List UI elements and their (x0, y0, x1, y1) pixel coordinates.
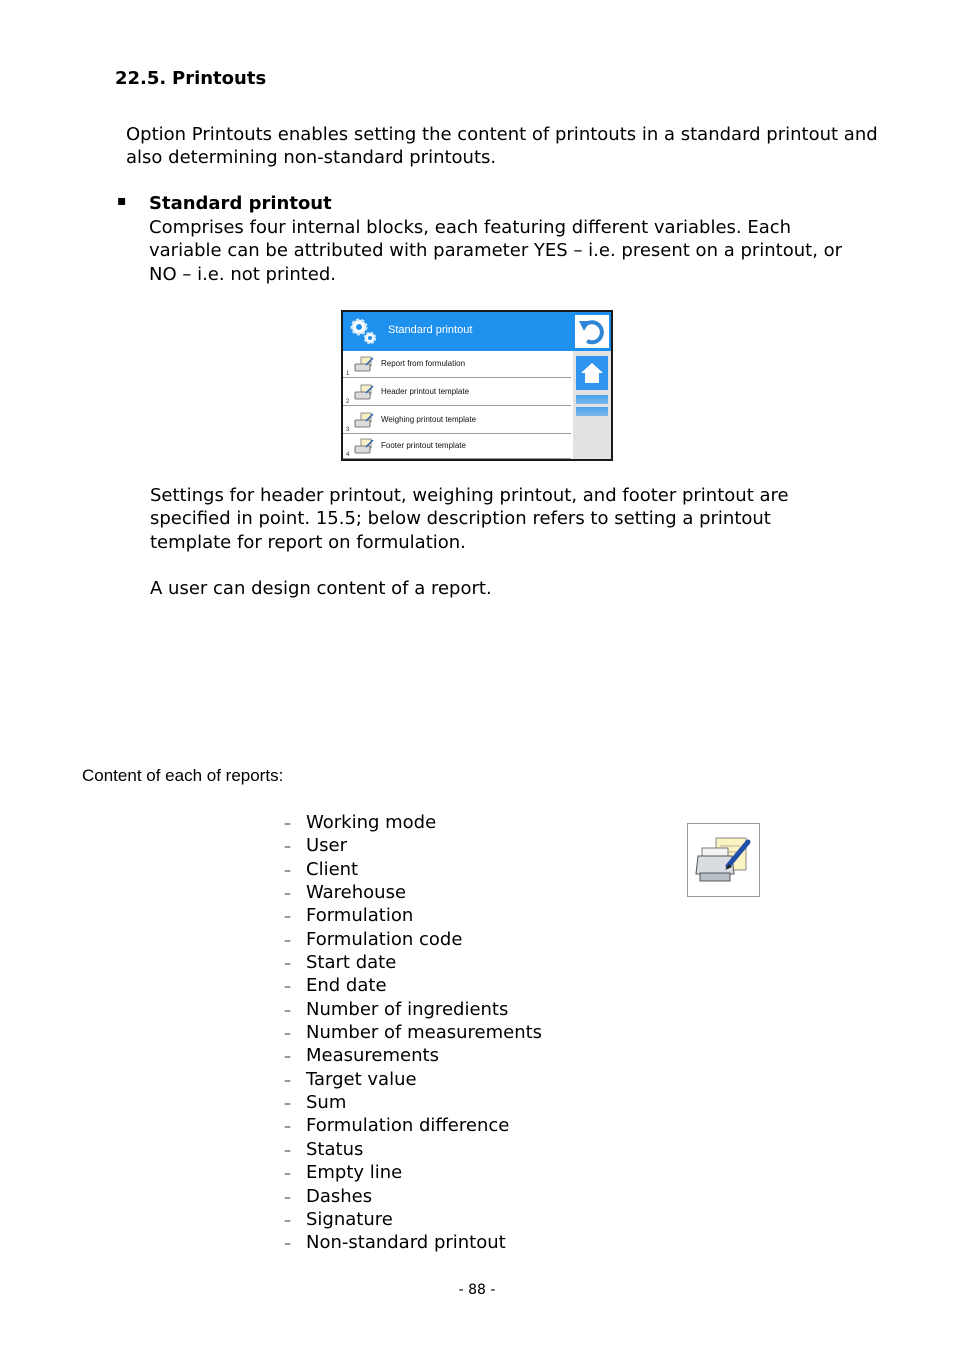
report-item (284, 1114, 542, 1137)
dash-marker: – (284, 932, 291, 949)
home-icon (576, 356, 608, 390)
settings-paragraph: Settings for header printout, weighing printout, and footer printout are specified in point. 15.5; below description refers to setting a printout template for report on formulation. (150, 485, 789, 553)
report-item (284, 1208, 542, 1231)
dash-marker: – (284, 862, 291, 879)
report-item-label: Signature (306, 1208, 393, 1230)
section-title: Printouts (172, 68, 267, 89)
printer-edit-icon (688, 824, 759, 896)
dash-marker: – (284, 1142, 291, 1159)
report-item (284, 858, 542, 881)
report-item (284, 1138, 542, 1161)
report-item-label: Status (306, 1138, 364, 1160)
report-item-label: Empty line (306, 1162, 403, 1184)
standard-printout-screen (341, 310, 613, 461)
screen-title: Standard printout (388, 324, 473, 336)
menu-item-number: 3 (346, 427, 350, 433)
bullet-marker: ▪ (117, 193, 127, 209)
printer-edit-button (687, 823, 760, 897)
scrollbar-down[interactable] (576, 407, 608, 416)
dash-marker: – (284, 979, 291, 996)
dash-marker: – (284, 1002, 291, 1019)
menu-item-report[interactable] (343, 351, 571, 378)
printer-edit-icon (353, 438, 375, 456)
dash-marker: – (284, 1166, 291, 1183)
screen-menu-list (343, 351, 573, 459)
report-item (284, 998, 542, 1021)
menu-item-label: Header printout template (381, 387, 470, 396)
report-item-label: Sum (306, 1092, 347, 1114)
report-item (284, 1044, 542, 1067)
page-number: - 88 - (458, 1282, 496, 1298)
menu-item-number: 2 (346, 399, 350, 405)
menu-item-footer[interactable] (343, 433, 571, 459)
report-item (284, 1091, 542, 1114)
menu-item-weighing[interactable] (343, 407, 571, 434)
dash-marker: – (284, 1096, 291, 1113)
report-item-label: Client (306, 858, 359, 880)
home-button[interactable] (576, 356, 608, 390)
report-item-label: Warehouse (306, 882, 407, 904)
report-item-label: Formulation (306, 905, 414, 927)
back-arrow-icon (575, 315, 609, 348)
dash-marker: – (284, 1049, 291, 1066)
dash-marker: – (284, 1072, 291, 1089)
report-item (284, 1185, 542, 1208)
menu-item-label: Report from formulation (381, 359, 466, 368)
section-heading (115, 68, 266, 89)
menu-item-header[interactable] (343, 379, 571, 406)
report-item (284, 928, 542, 951)
report-item-label: User (306, 835, 348, 857)
report-item-label: Number of ingredients (306, 998, 509, 1020)
menu-item-label: Footer printout template (381, 441, 466, 450)
settings-gears-icon (348, 316, 378, 346)
dash-marker: – (284, 1212, 291, 1229)
menu-item-number: 4 (346, 452, 350, 458)
dash-marker: – (284, 839, 291, 856)
intro-paragraph: Option Printouts enables setting the content of printouts in a standard printout and also determining non-standard printouts. (126, 124, 878, 169)
dash-marker: – (284, 1236, 291, 1253)
report-item (284, 1021, 542, 1044)
dash-marker: – (284, 1119, 291, 1136)
report-item (284, 881, 542, 904)
content-label: Content of each of reports: (82, 766, 284, 785)
menu-item-label: Weighing printout template (381, 415, 477, 424)
dash-marker: – (284, 886, 291, 903)
dash-marker: – (284, 909, 291, 926)
report-items-list (284, 811, 542, 1255)
back-button[interactable] (575, 315, 609, 348)
report-item (284, 974, 542, 997)
printer-edit-icon (353, 356, 375, 374)
dash-marker: – (284, 816, 291, 832)
report-item (284, 904, 542, 927)
report-item (284, 1068, 542, 1091)
report-item (284, 1231, 542, 1254)
scrollbar-up[interactable] (576, 395, 608, 404)
menu-item-number: 1 (346, 371, 350, 377)
printer-edit-icon (353, 384, 375, 402)
dash-marker: – (284, 956, 291, 973)
report-item-label: Dashes (306, 1185, 373, 1207)
standard-printout-description: Comprises four internal blocks, each featuring different variables. Each variable can be attributed with parameter YES – i.e. present on a printout, or NO – i.e. not printed. (149, 217, 843, 285)
dash-marker: – (284, 1026, 291, 1043)
report-item-label: Non-standard printout (306, 1232, 506, 1254)
report-item-label: Start date (306, 952, 397, 974)
report-item (284, 1161, 542, 1184)
report-item-label: Working mode (306, 812, 437, 833)
report-item (284, 951, 542, 974)
report-item-label: End date (306, 975, 387, 997)
report-item-label: Number of measurements (306, 1022, 543, 1044)
screen-header (343, 312, 611, 351)
report-item-label: Formulation difference (306, 1115, 510, 1137)
printer-edit-icon (353, 412, 375, 430)
report-item-label: Target value (306, 1068, 417, 1090)
screen-side-panel (573, 351, 611, 459)
design-paragraph: A user can design content of a report. (150, 578, 492, 599)
report-item (284, 811, 542, 834)
report-item-label: Measurements (306, 1045, 439, 1067)
dash-marker: – (284, 1189, 291, 1206)
section-number: 22.5. (115, 68, 167, 89)
standard-printout-title: Standard printout (149, 193, 332, 214)
report-item-label: Formulation code (306, 928, 463, 950)
report-item (284, 834, 542, 857)
